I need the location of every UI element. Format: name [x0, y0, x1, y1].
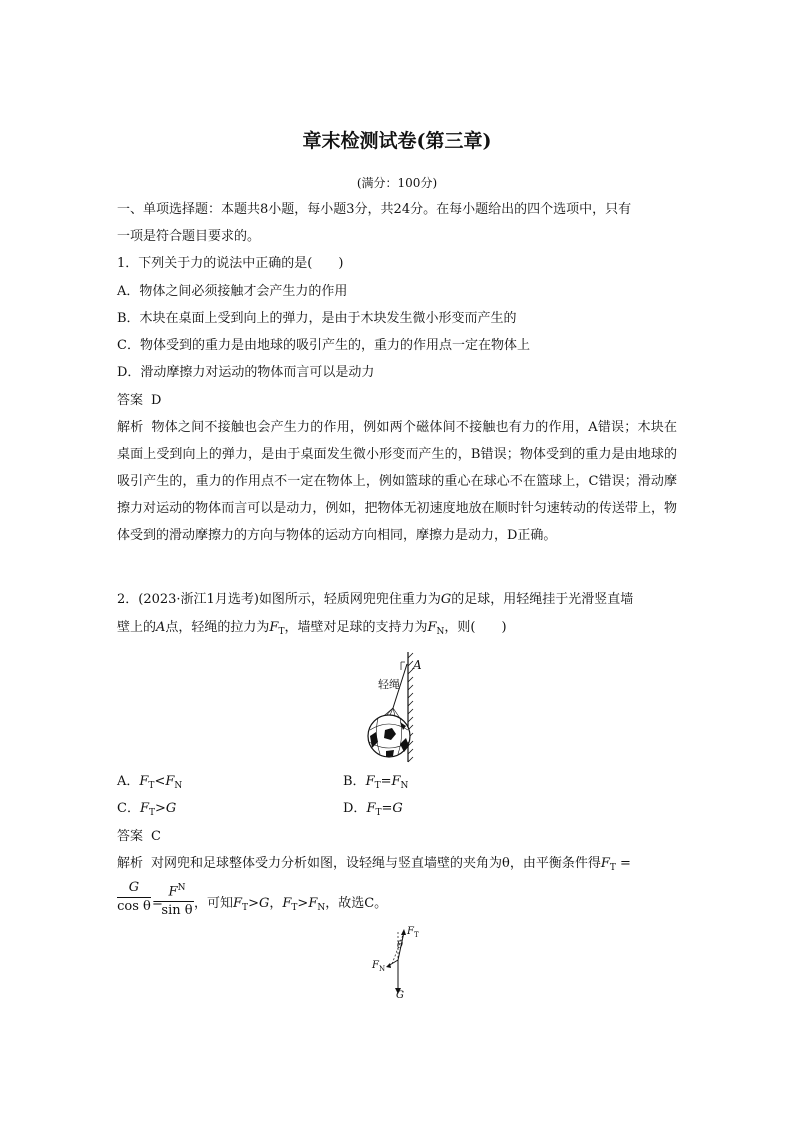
q2-option-c: C．$F_T>G$	[117, 801, 177, 818]
rope-label: 轻绳	[378, 678, 400, 691]
q1-analysis	[117, 414, 677, 549]
q2-option-a: A．$F_T<F_N$	[117, 774, 183, 791]
score-info: (满分：100分)	[356, 176, 438, 190]
q1-stem: 1．下列关于力的说法中正确的是( )	[117, 256, 344, 271]
section-intro-line2: 一项是符合题目要求的。	[117, 229, 261, 244]
q1-option-b: B．木块在桌面上受到向上的弹力，是由于木块发生微小形变而产生的	[117, 311, 517, 326]
q1-option-a: A．物体之间必须接触才会产生力的作用	[117, 284, 348, 299]
q2-option-d: D．$F_T=G$	[343, 801, 403, 818]
q2-analysis-line2: ，可知$F_T>G$，$F_T>F_N$，故选C。	[194, 896, 388, 913]
analysis-label: 解析	[117, 856, 144, 871]
q2-stem-line2: 壁上的A点，轻绳的拉力为$F_T$，墙壁对足球的支持力为$F_N$，则( )	[117, 620, 507, 637]
analysis-label: 解析	[117, 420, 144, 435]
q2-option-b: B．$F_T=F_N$	[343, 774, 409, 791]
answer-value: D	[151, 393, 162, 408]
section-intro-line1: 一、单项选择题：本题共8小题，每小题3分，共24分。在每小题给出的四个选项中，只有	[117, 202, 632, 217]
analysis-text: 物体之间不接触也会产生力的作用，例如两个磁体间不接触也有力的作用，A错误；木块在桌面上受到向上的弹力，是由于桌面发生微小形变而产生的，B错误；物体受到的重力是由地球的吸引产生的，重力的作用点不一定在物体上，例如篮球的重心在球心不在篮球上，C错误；滑动摩擦力对运动的物体而言可以是动力，例如，把物体无初速度地放在顺时针匀速转动的传送带上，物体受到的滑动摩擦力的方向与物体的运动方向相同，摩擦力是动力，D正确。	[117, 420, 677, 543]
answer-value: C	[151, 829, 161, 844]
fraction-g-over-cos: G cos θ	[117, 880, 151, 914]
page-title: 章末检测试卷(第三章)	[302, 130, 492, 152]
theta-label: θ	[397, 940, 404, 951]
q1-option-c: C．物体受到的重力是由地球的吸引产生的，重力的作用点一定在物体上	[117, 338, 530, 353]
q2-analysis-line1: 解析 对网兜和足球整体受力分析如图，设轻绳与竖直墙壁的夹角为θ，由平衡条件得$F_T$ =	[117, 856, 631, 873]
answer-label: 答案	[117, 393, 144, 408]
force-fn-label: $F_N$	[372, 960, 386, 973]
force-g-label: G	[396, 990, 404, 1001]
fraction-fn-over-sin: $F^N$ sin θ	[161, 883, 193, 919]
equals-sign: =	[152, 896, 163, 911]
q2-stem-line1: 2．(2023·浙江1月选考)如图所示，轻质网兜兜住重力为G的足球，用轻绳挂于光滑竖直墙	[117, 592, 634, 607]
q1-option-d: D．滑动摩擦力对运动的物体而言可以是动力	[117, 365, 375, 380]
q1-answer	[117, 393, 161, 409]
force-ft-label: $F_T$	[407, 926, 419, 939]
answer-label: 答案	[117, 829, 144, 844]
q2-answer	[117, 829, 161, 845]
point-a-label: A	[413, 658, 422, 672]
